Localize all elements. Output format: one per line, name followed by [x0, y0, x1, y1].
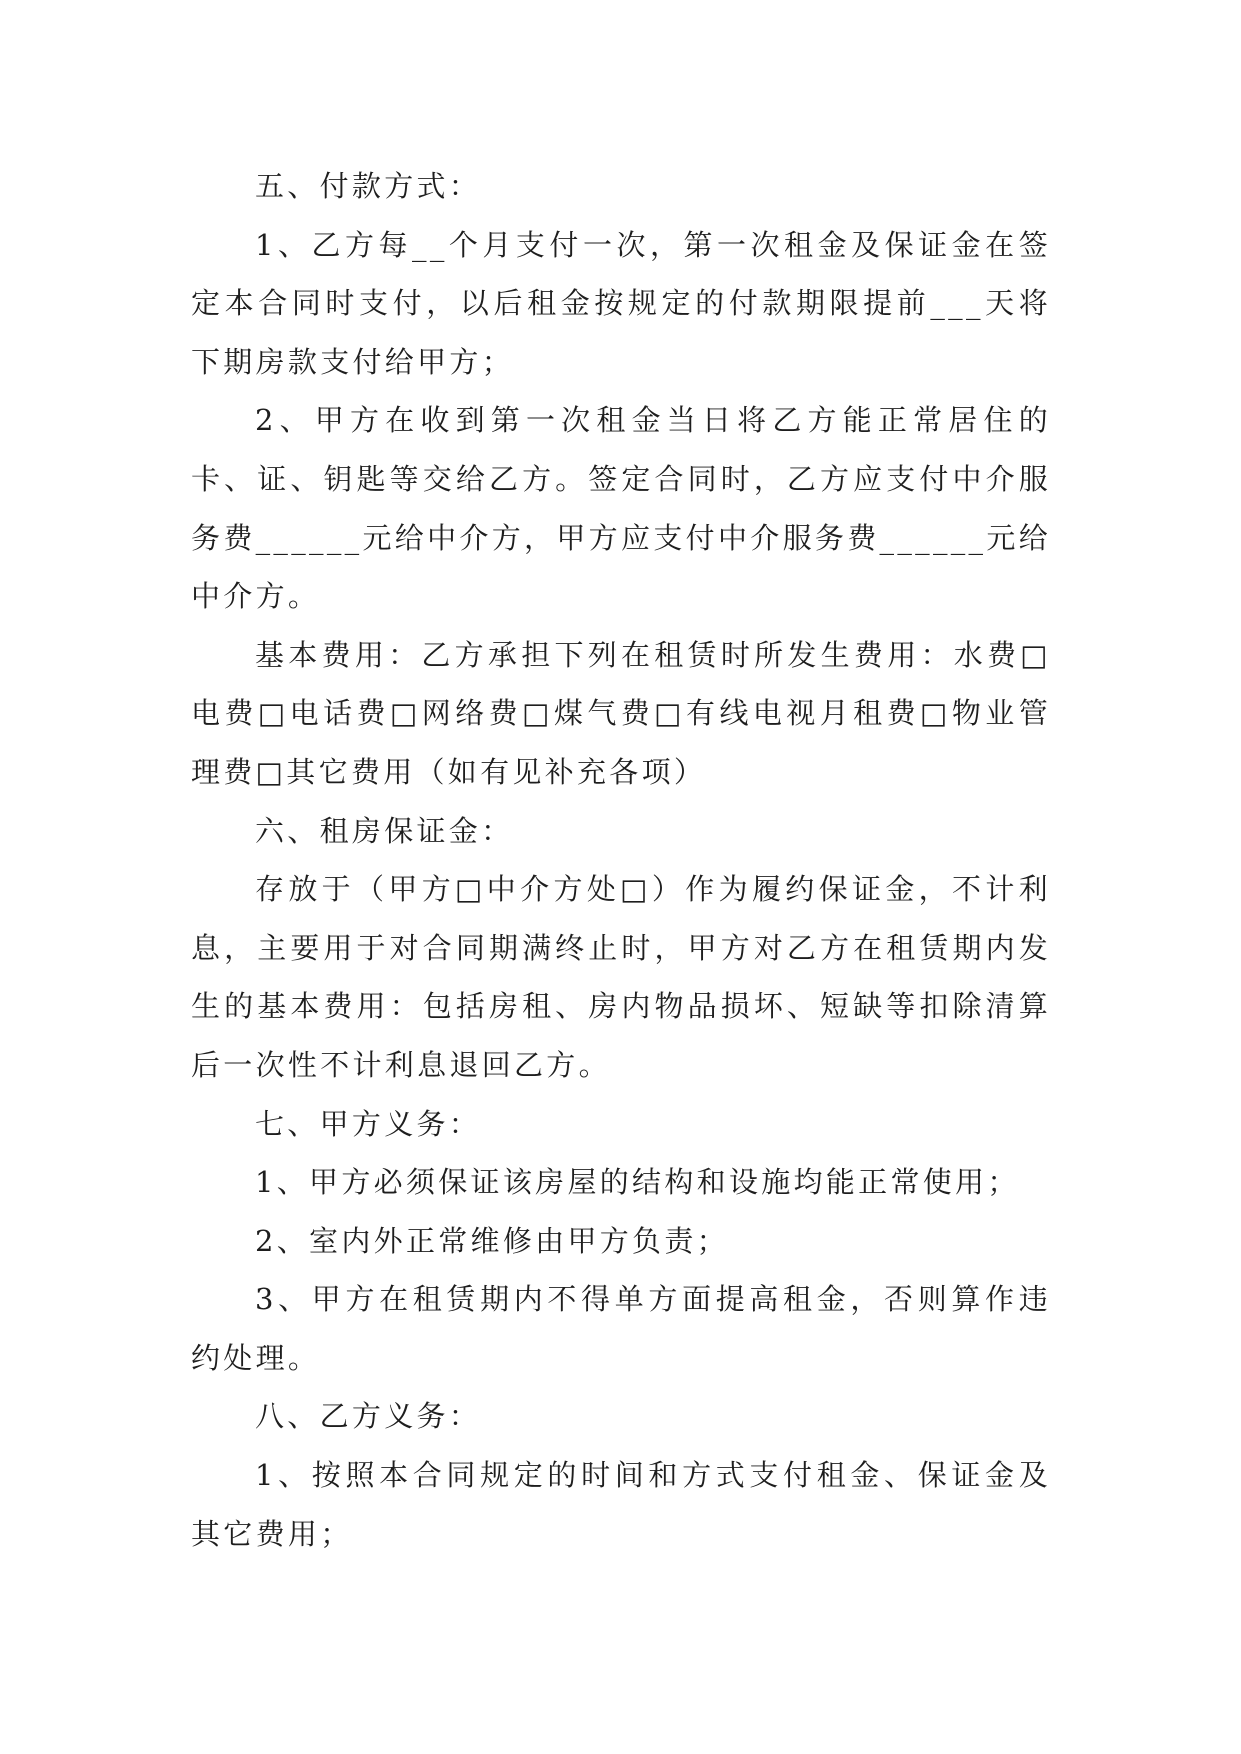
- document-body: [191, 157, 1051, 1563]
- paragraph-payment-clause-1: 1、乙方每__个月支付一次，第一次租金及保证金在签定本合同时支付，以后租金按规定的付款期限提前___天将下期房款支付给甲方；: [191, 227, 1051, 379]
- paragraph-deposit: 存放于（甲方□中介方处□）作为履约保证金，不计利息，主要用于对合同期满终止时，甲方对乙方在租赁期内发生的基本费用：包括房租、房内物品损坏、短缺等扣除清算后一次性不计利息退回乙方。: [191, 872, 1051, 1082]
- paragraph-payment-clause-2: 2、甲方在收到第一次租金当日将乙方能正常居住的卡、证、钥匙等交给乙方。签定合同时，乙方应支付中介服务费______元给中介方，甲方应支付中介服务费______元给中介方。: [191, 403, 1051, 614]
- paragraph-party-b-duty-1: 1、按照本合同规定的时间和方式支付租金、保证金及其它费用；: [191, 1458, 1051, 1551]
- paragraph-basic-fees: 基本费用：乙方承担下列在租赁时所发生费用：水费□电费□电话费□网络费□煤气费□有线电视月租费□物业管理费□其它费用（如有见补充各项）: [191, 637, 1051, 789]
- section-heading-party-a-duties: 七、甲方义务：: [255, 1106, 482, 1141]
- section-heading-party-b-duties: 八、乙方义务：: [255, 1399, 482, 1434]
- section-heading-payment: 五、付款方式：: [255, 169, 482, 203]
- paragraph-party-a-duty-3: 3、甲方在租赁期内不得单方面提高租金，否则算作违约处理。: [191, 1282, 1051, 1375]
- paragraph-party-a-duty-2: 2、室内外正常维修由甲方负责；: [255, 1223, 729, 1258]
- section-heading-deposit: 六、租房保证金：: [255, 813, 514, 848]
- paragraph-party-a-duty-1: 1、甲方必须保证该房屋的结构和设施均能正常使用；: [255, 1165, 1020, 1200]
